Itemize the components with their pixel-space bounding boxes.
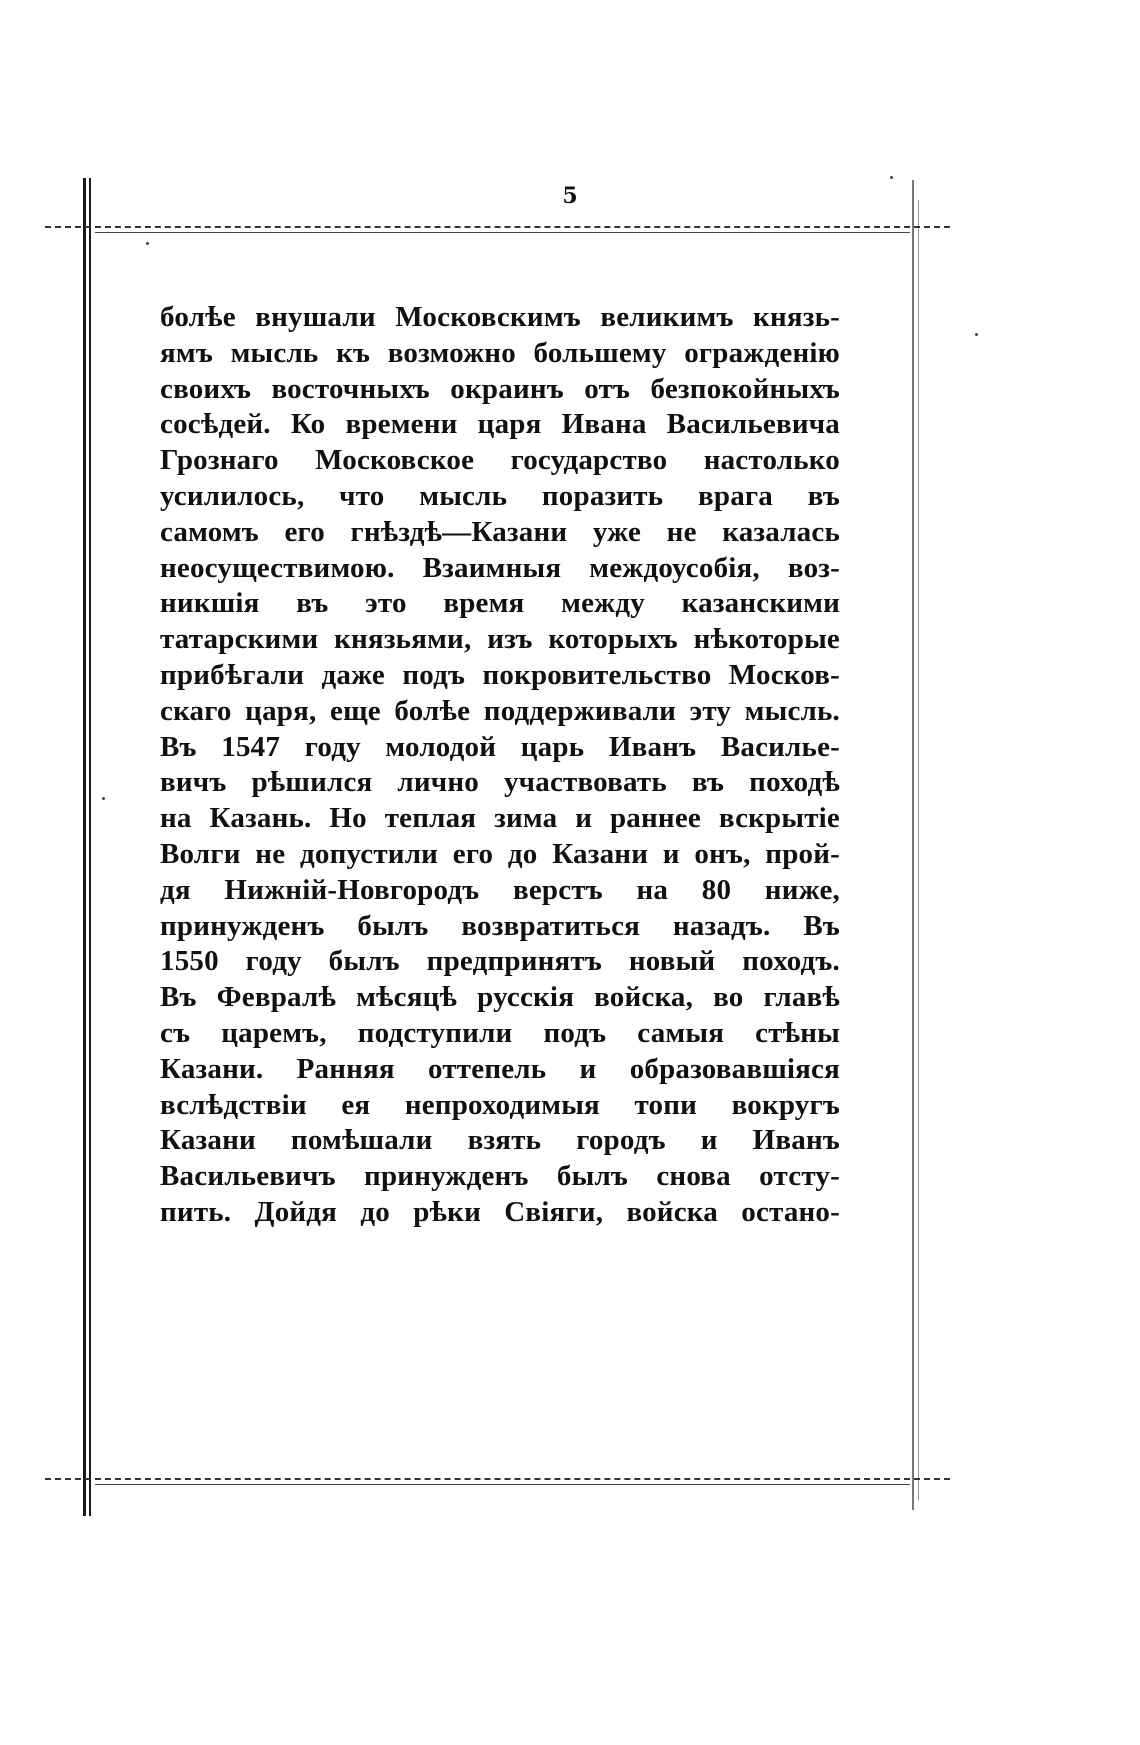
text-line: Васильевичъ принужденъ былъ снова отсту- — [160, 1160, 840, 1193]
text-line: неосуществимою. Взаимныя междоусобія, воз- — [160, 551, 840, 584]
text-line: самомъ его гнѣздѣ—Казани уже не казалась — [160, 515, 840, 548]
scan-speck — [975, 333, 978, 336]
text-line: Въ Февралѣ мѣсяцѣ русскія войска, во главѣ — [160, 981, 840, 1014]
text-line: усилилось, что мысль поразить врага въ — [160, 479, 840, 512]
text-line: никшія въ это время между казанскими — [160, 587, 840, 620]
frame-top-line-inner — [95, 232, 910, 233]
text-line: Въ 1547 году молодой царь Иванъ Василье- — [160, 730, 840, 763]
frame-top-line — [45, 226, 950, 228]
scan-speck — [146, 242, 149, 245]
text-line: ямъ мысль къ возможно большему огражденію — [160, 336, 840, 369]
text-line: пить. Дойдя до рѣки Свіяги, войска остано- — [160, 1195, 840, 1228]
frame-bottom-line-inner — [95, 1484, 910, 1485]
text-line: принужденъ былъ возвратиться назадъ. Въ — [160, 909, 840, 942]
text-line: своихъ восточныхъ окраинъ отъ безпокойныхъ — [160, 372, 840, 405]
text-line: Грознаго Московское государство настолько — [160, 444, 840, 477]
text-line: съ царемъ, подступили подъ самыя стѣны — [160, 1016, 840, 1049]
frame-right-line — [912, 180, 914, 1510]
frame-right-line-2 — [918, 200, 919, 1500]
text-line: вслѣдствіи ея непроходимыя топи вокругъ — [160, 1088, 840, 1121]
text-line: прибѣгали даже подъ покровительство Москов- — [160, 658, 840, 691]
scan-speck — [102, 797, 105, 800]
text-line: сосѣдей. Ко времени царя Ивана Васильевича — [160, 408, 840, 441]
text-line: дя Нижній-Новгородъ верстъ на 80 ниже, — [160, 873, 840, 906]
text-line: вичъ рѣшился лично участвовать въ походѣ — [160, 766, 840, 799]
text-line: болѣе внушали Московскимъ великимъ князь- — [160, 301, 840, 333]
frame-bottom-line — [45, 1478, 950, 1480]
frame-left-inner-line — [89, 178, 91, 1516]
scan-speck — [890, 176, 893, 179]
text-line: 1550 году былъ предпринятъ новый походъ. — [160, 945, 840, 978]
text-line: татарскими князьями, изъ которыхъ нѣкоторые — [160, 623, 840, 656]
text-line: на Казань. Но теплая зима и раннее вскрытіе — [160, 802, 840, 835]
text-line: Волги не допустили его до Казани и онъ, прой- — [160, 837, 840, 870]
frame-left-outer-line — [83, 178, 86, 1516]
text-line: Казани помѣшали взять городъ и Иванъ — [160, 1124, 840, 1157]
body-text — [160, 300, 840, 1231]
page-number: 5 — [562, 183, 578, 209]
text-line: скаго царя, еще болѣе поддерживали эту мысль. — [160, 694, 840, 727]
text-line: Казани. Ранняя оттепель и образовавшіяся — [160, 1052, 840, 1085]
